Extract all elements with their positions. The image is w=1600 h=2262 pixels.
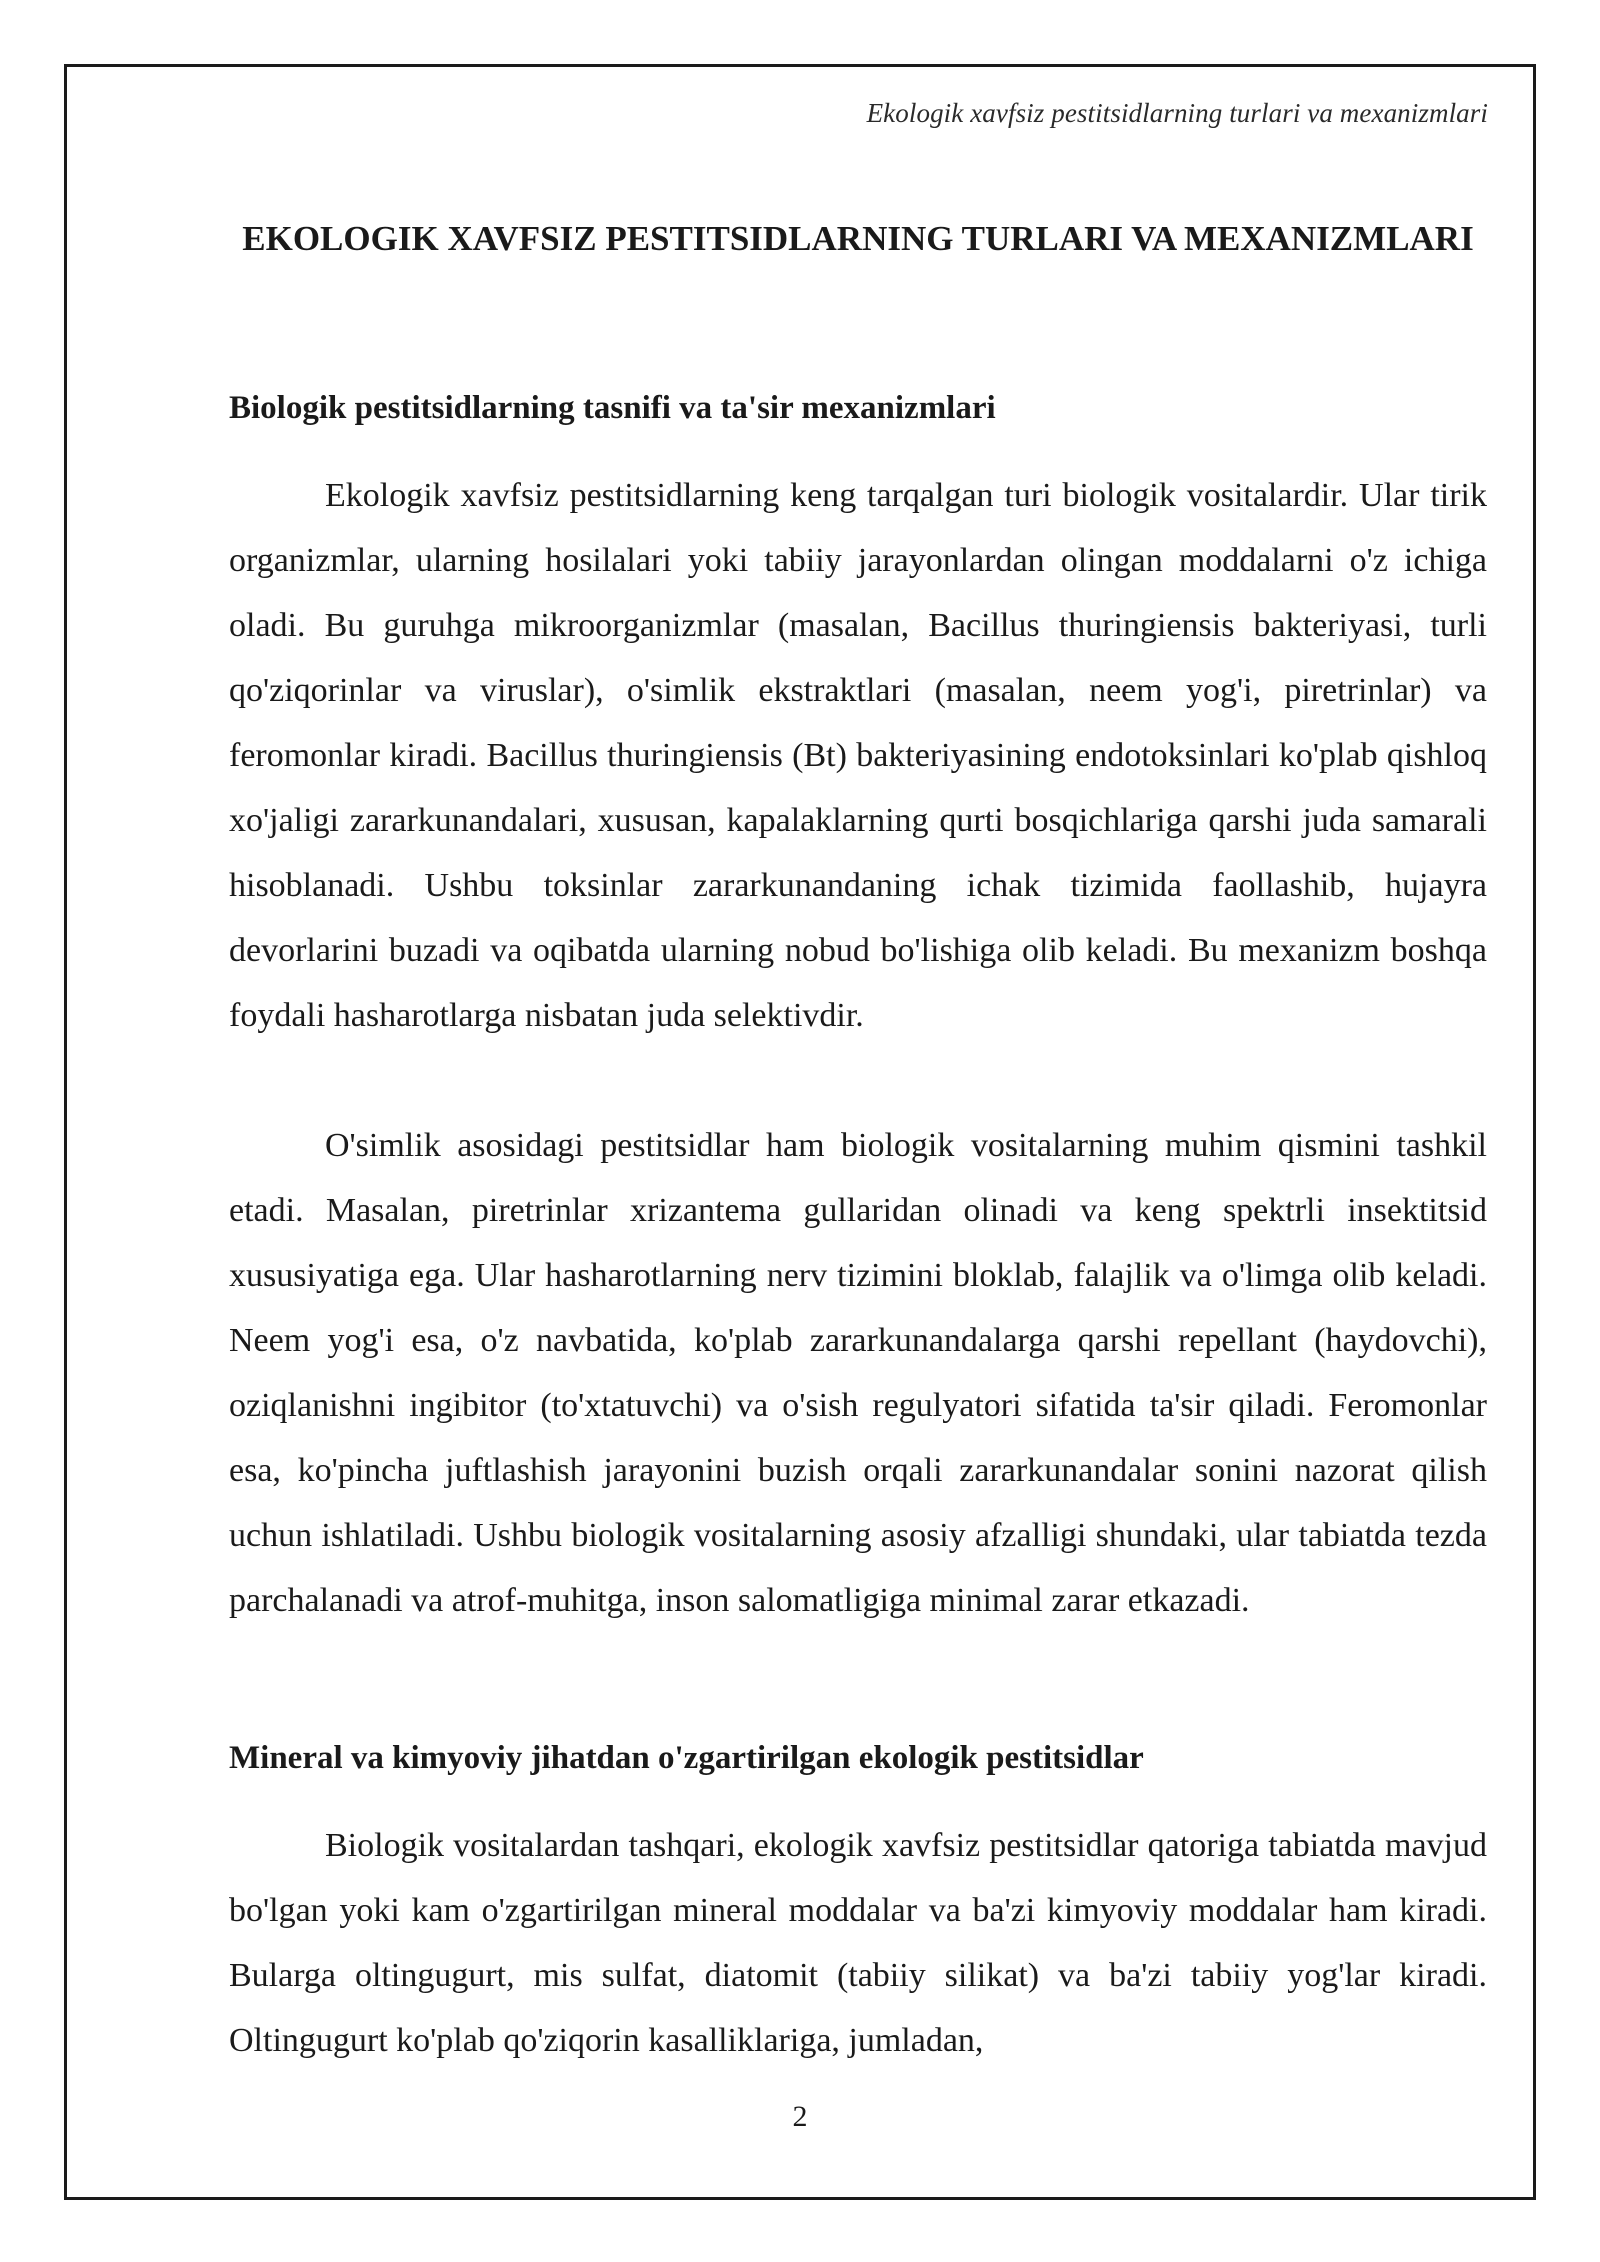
page-number: 2 xyxy=(792,2100,808,2133)
running-header: Ekologik xavfsiz pestitsidlarning turlari va mexanizmlari xyxy=(866,98,1488,128)
section-heading-biological: Biologik pestitsidlarning tasnifi va ta'sir mexanizmlari xyxy=(229,390,996,426)
paragraph: Biologik vositalardan tashqari, ekologik xavfsiz pestitsidlar qatoriga tabiatda mavjud bo'lgan yoki kam o'zgartirilgan mineral moddalar va ba'zi kimyoviy moddalar ham kiradi. Bularga oltingugurt, mis sulfat, diatomit (tabiiy silikat) va ba'zi tabiiy yog'lar kiradi. Oltingugurt ko'plab qo'ziqorin kasalliklariga, jumladan, xyxy=(229,1827,1487,2059)
paragraph: O'simlik asosidagi pestitsidlar ham biologik vositalarning muhim qismini tashkil etadi. Masalan, piretrinlar xrizantema gullaridan olinadi va keng spektrli insektitsid xususiyatiga ega. Ular hasharotlarning nerv tizimini bloklab, falajlik va o'limga olib keladi. Neem yog'i esa, o'z navbatida, ko'plab zararkunandalarga qarshi repellant (haydovchi), oziqlanishni ingibitor (to'xtatuvchi) va o'sish regulyatori sifatida ta'sir qiladi. Feromonlar esa, ko'pincha juftlashish jarayonini buzish orqali zararkunandalar sonini nazorat qilish uchun ishlatiladi. Ushbu biologik vositalarning asosiy afzalligi shundaki, ular tabiatda tezda parchalanadi va atrof-muhitga, inson salomatligiga minimal zarar etkazadi. xyxy=(229,1127,1487,1619)
paragraph: Ekologik xavfsiz pestitsidlarning keng tarqalgan turi biologik vositalardir. Ular tirik organizmlar, ularning hosilalari yoki tabiiy jarayonlardan olingan moddalarni o'z ichiga oladi. Bu guruhga mikroorganizmlar (masalan, Bacillus thuringiensis bakteriyasi, turli qo'ziqorinlar va viruslar), o'simlik ekstraktlari (masalan, neem yog'i, piretrinlar) va feromonlar kiradi. Bacillus thuringiensis (Bt) bakteriyasining endotoksinlari ko'plab qishloq xo'jaligi zararkunandalari, xususan, kapalaklarning qurti bosqichlariga qarshi juda samarali hisoblanadi. Ushbu toksinlar zararkunandaning ichak tizimida faollashib, hujayra devorlarini buzadi va oqibatda ularning nobud bo'lishiga olib keladi. Bu mexanizm boshqa foydali hasharotlarga nisbatan juda selektivdir. xyxy=(229,477,1487,1034)
section-heading-mineral: Mineral va kimyoviy jihatdan o'zgartirilgan ekologik pestitsidlar xyxy=(229,1740,1144,1776)
document-title: EKOLOGIK XAVFSIZ PESTITSIDLARNING TURLARI VA MEXANIZMLARI xyxy=(242,219,1474,258)
